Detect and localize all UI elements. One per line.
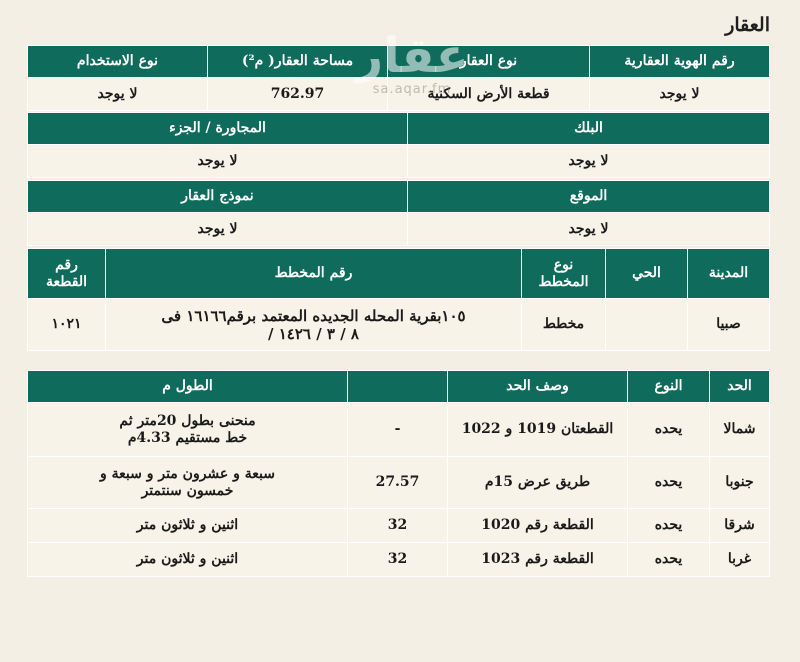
value-plan-type: مخطط bbox=[522, 299, 606, 351]
header-property-type: نوع العقار bbox=[388, 46, 590, 78]
value-block: لا يوجد bbox=[408, 145, 770, 178]
value-city: صبيا bbox=[688, 299, 770, 351]
length-text-cell: اثنين و ثلاثون متر bbox=[28, 509, 348, 543]
value-property-area: 762.97 bbox=[208, 78, 388, 111]
header-plot-number: رقم القطعة bbox=[28, 249, 106, 299]
header-property-id: رقم الهوية العقارية bbox=[590, 46, 770, 78]
value-usage-type: لا يوجد bbox=[28, 78, 208, 111]
header-description: وصف الحد bbox=[448, 371, 628, 403]
aqar-logo: عقار bbox=[355, 28, 469, 84]
header-city: المدينة bbox=[688, 249, 770, 299]
header-length: الطول م bbox=[28, 371, 348, 403]
length-cell: 32 bbox=[348, 543, 448, 577]
description-cell: القطعتان 1019 و 1022 bbox=[448, 403, 628, 457]
table-row bbox=[28, 457, 770, 509]
header-side: الحد bbox=[710, 371, 770, 403]
header-plan-type: نوع المخطط bbox=[522, 249, 606, 299]
header-location: الموقع bbox=[408, 181, 770, 213]
value-plot-number: ١٠٢١ bbox=[28, 299, 106, 351]
header-plan-number: رقم المخطط bbox=[106, 249, 522, 299]
location-table bbox=[27, 180, 770, 246]
value-neighborhood-part: لا يوجد bbox=[28, 145, 408, 178]
table-row bbox=[28, 509, 770, 543]
block-table bbox=[27, 112, 770, 178]
header-district: الحي bbox=[606, 249, 688, 299]
description-cell: القطعة رقم 1020 bbox=[448, 509, 628, 543]
property-table bbox=[27, 45, 770, 111]
length-text-cell: منحنى بطول 20متر ثم خط مستقيم 4.33م bbox=[28, 403, 348, 457]
length-cell: 27.57 bbox=[348, 457, 448, 509]
side-cell: غربا bbox=[710, 543, 770, 577]
table-row bbox=[28, 543, 770, 577]
plan-table bbox=[27, 248, 770, 351]
length-cell: 32 bbox=[348, 509, 448, 543]
length-text-cell: اثنين و ثلاثون متر bbox=[28, 543, 348, 577]
length-text-cell: سبعة و عشرون متر و سبعة و خمسون سنتمتر bbox=[28, 457, 348, 509]
header-property-model: نموذج العقار bbox=[28, 181, 408, 213]
side-cell: شرقا bbox=[710, 509, 770, 543]
type-cell: يحده bbox=[628, 403, 710, 457]
table-row bbox=[28, 403, 770, 457]
header-block: البلك bbox=[408, 113, 770, 145]
length-cell: - bbox=[348, 403, 448, 457]
page-title: العقار bbox=[725, 14, 770, 36]
side-cell: جنوبا bbox=[710, 457, 770, 509]
side-cell: شمالا bbox=[710, 403, 770, 457]
value-plan-number: ١٠٥بقرية المحله الجديده المعتمد برقم١٦١٦٦ فى ٨ / ٣ / ١٤٢٦ / bbox=[106, 299, 522, 351]
boundaries-table bbox=[27, 370, 770, 577]
value-property-id: لا يوجد bbox=[590, 78, 770, 111]
header-property-area: مساحة العقار( م²) bbox=[208, 46, 388, 78]
type-cell: يحده bbox=[628, 457, 710, 509]
aqar-url: sa.aqar.fm bbox=[372, 82, 452, 97]
type-cell: يحده bbox=[628, 509, 710, 543]
header-type: النوع bbox=[628, 371, 710, 403]
description-cell: طريق عرض 15م bbox=[448, 457, 628, 509]
header-length-value bbox=[348, 371, 448, 403]
description-cell: القطعة رقم 1023 bbox=[448, 543, 628, 577]
header-usage-type: نوع الاستخدام bbox=[28, 46, 208, 78]
header-neighborhood-part: المجاورة / الجزء bbox=[28, 113, 408, 145]
value-property-model: لا يوجد bbox=[28, 213, 408, 246]
value-property-type: قطعة الأرض السكنية bbox=[388, 78, 590, 111]
value-location: لا يوجد bbox=[408, 213, 770, 246]
value-district bbox=[606, 299, 688, 351]
type-cell: يحده bbox=[628, 543, 710, 577]
